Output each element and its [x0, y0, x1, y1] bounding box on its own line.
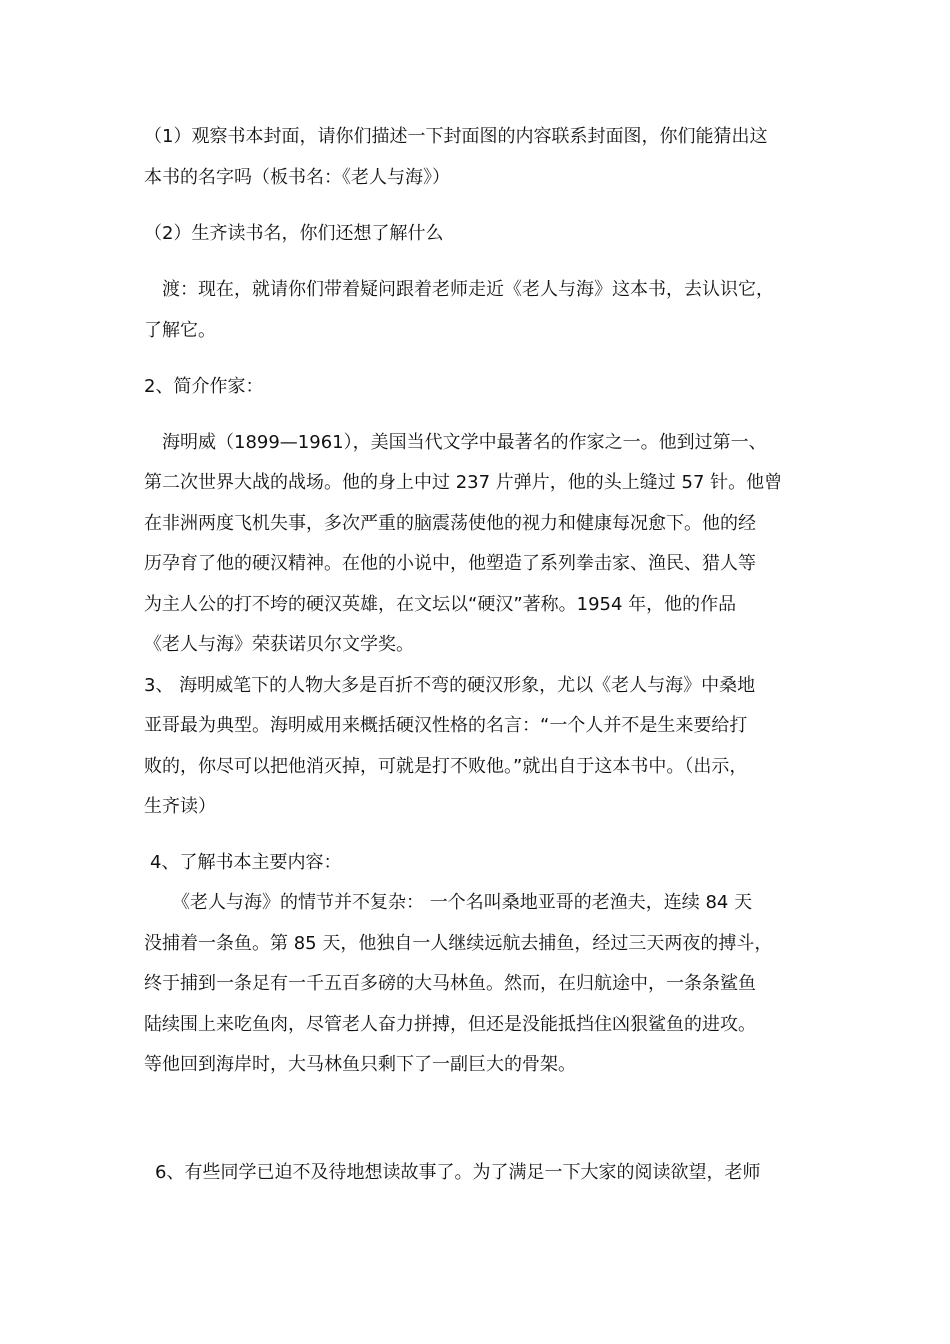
- text-line: 本书的名字吗（板书名：《老人与海》）: [144, 167, 450, 188]
- text-line: （1）观察书本封面，请你们描述一下封面图的内容联系封面图，你们能猜出这: [144, 126, 768, 147]
- section-heading: 2、简介作家：: [144, 376, 264, 397]
- text-line: 生齐读）: [144, 796, 216, 817]
- text-line: 在非洲两度飞机失事，多次严重的脑震荡使他的视力和健康每况愈下。他的经: [144, 513, 756, 534]
- text-line: 3、 海明威笔下的人物大多是百折不弯的硬汉形象，尤以《老人与海》中桑地: [144, 675, 756, 696]
- text-line: 6、有些同学已迫不及待地想读故事了。为了满足一下大家的阅读欲望，老师: [155, 1162, 761, 1183]
- text-line: 没捕着一条鱼。第 85 天，他独自一人继续远航去捕鱼，经过三天两夜的搏斗，: [144, 933, 773, 954]
- section-heading: 4、了解书本主要内容：: [150, 852, 342, 873]
- text-line: 败的，你尽可以把他消灭掉，可就是打不败他。”就出自于这本书中。（出示，: [144, 756, 748, 777]
- text-line: 海明威（1899—1961），美国当代文学中最著名的作家之一。他到过第一、: [162, 432, 767, 453]
- text-line: 陆续围上来吃鱼肉，尽管老人奋力拼搏，但还是没能抵挡住凶狠鲨鱼的进攻。: [144, 1014, 756, 1035]
- text-line: 第二次世界大战的战场。他的身上中过 237 片弹片，他的头上缝过 57 针。他曾: [144, 472, 783, 493]
- text-line: 《老人与海》的情节并不复杂： 一个名叫桑地亚哥的老渔夫，连续 84 天: [172, 892, 753, 913]
- text-line: 等他回到海岸时，大马林鱼只剩下了一副巨大的骨架。: [144, 1054, 576, 1075]
- text-line: 了解它。: [144, 320, 216, 341]
- text-line: （2）生齐读书名，你们还想了解什么: [144, 223, 444, 244]
- text-line: 渡：现在，就请你们带着疑问跟着老师走近《老人与海》这本书，去认识它，: [162, 279, 774, 300]
- text-line: 亚哥最为典型。海明威用来概括硬汉性格的名言：“一个人并不是生来要给打: [144, 715, 748, 736]
- text-line: 为主人公的打不垮的硬汉英雄，在文坛以“硬汉”著称。1954 年，他的作品: [144, 594, 737, 615]
- text-line: 《老人与海》荣获诺贝尔文学奖。: [144, 634, 414, 655]
- text-line: 终于捕到一条足有一千五百多磅的大马林鱼。然而，在归航途中，一条条鲨鱼: [144, 973, 756, 994]
- text-line: 历孕育了他的硬汉精神。在他的小说中，他塑造了系列拳击家、渔民、猎人等: [144, 553, 756, 574]
